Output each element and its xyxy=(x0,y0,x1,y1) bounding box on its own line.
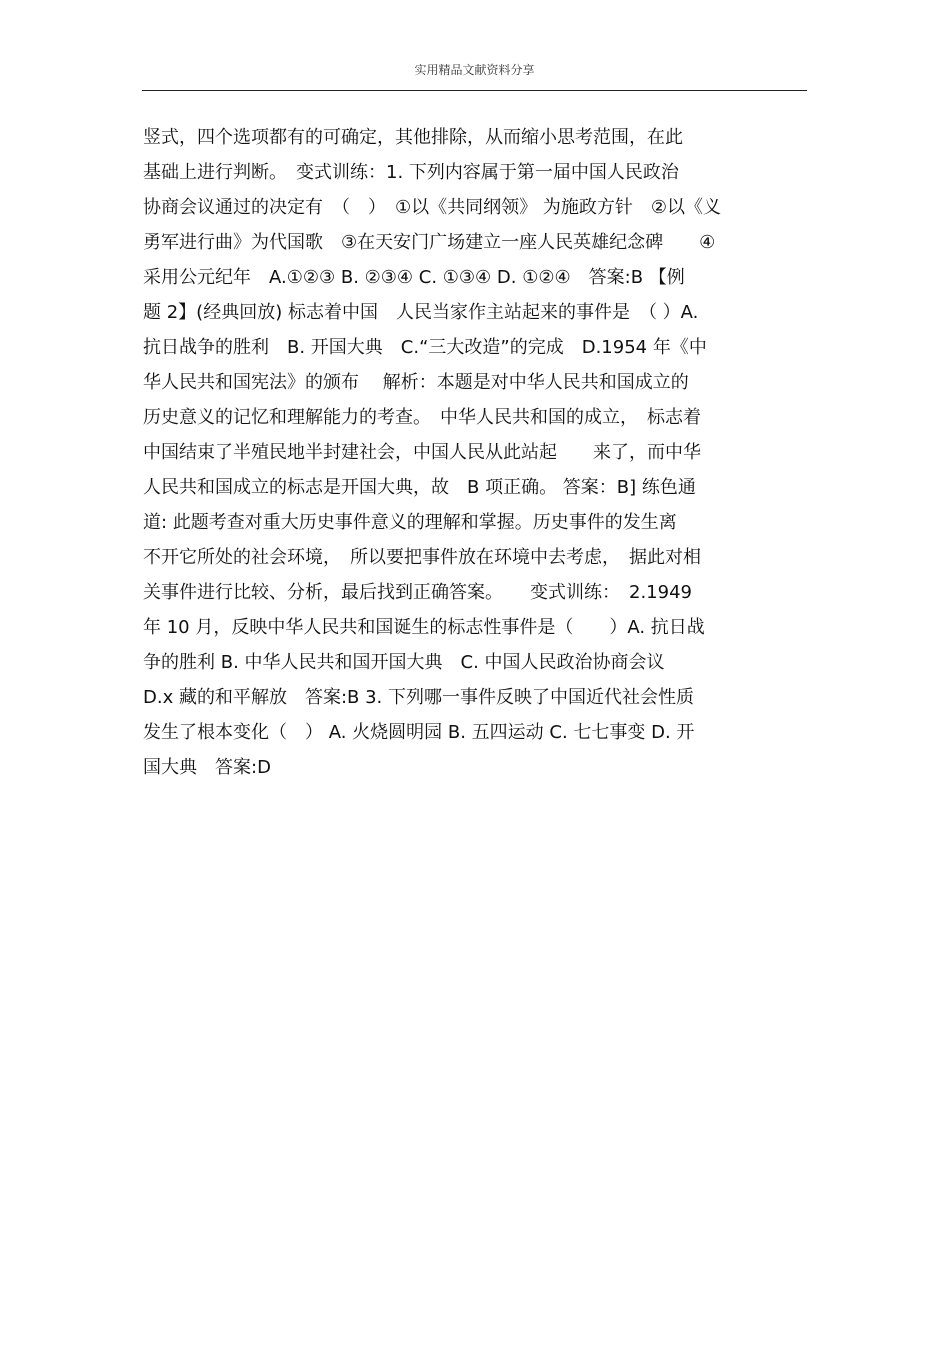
body-line: 抗日战争的胜利 B. 开国大典 C.“三大改造”的完成 D.1954 年《中 xyxy=(143,337,707,358)
page-header: 实用精品文献资料分享 xyxy=(414,63,535,77)
body-line: 关事件进行比较、分析，最后找到正确答案。 变式训练： 2.1949 xyxy=(143,582,692,603)
body-line: 基础上进行判断。 变式训练：1. 下列内容属于第一届中国人民政治 xyxy=(143,162,679,183)
body-line: 中国结束了半殖民地半封建社会，中国人民从此站起 来了，而中华 xyxy=(143,442,701,463)
header-divider xyxy=(142,90,807,91)
body-line: 人民共和国成立的标志是开国大典，故 B 项正确。 答案：B] 练色通 xyxy=(143,477,696,498)
body-line: 历史意义的记忆和理解能力的考查。 中华人民共和国的成立， 标志着 xyxy=(143,407,701,428)
body-line: 采用公元纪年 A.①②③ B. ②③④ C. ①③④ D. ①②④ 答案:B 【例 xyxy=(143,267,685,288)
body-line: D.x 藏的和平解放 答案:B 3. 下列哪一事件反映了中国近代社会性质 xyxy=(143,687,694,708)
body-line: 道: 此题考查对重大历史事件意义的理解和掌握。历史事件的发生离 xyxy=(143,512,677,533)
body-line: 国大典 答案:D xyxy=(143,757,271,778)
document-body xyxy=(143,120,813,785)
body-line: 题 2】(经典回放) 标志着中国 人民当家作主站起来的事件是 （ ）A. xyxy=(143,302,699,323)
body-line: 不开它所处的社会环境， 所以要把事件放在环境中去考虑， 据此对相 xyxy=(143,547,701,568)
body-line: 勇军进行曲》为代国歌 ③在天安门广场建立一座人民英雄纪念碑 ④ xyxy=(143,232,716,253)
body-line: 争的胜利 B. 中华人民共和国开国大典 C. 中国人民政治协商会议 xyxy=(143,652,665,673)
body-line: 协商会议通过的决定有 （ ） ①以《共同纲领》 为施政方针 ②以《义 xyxy=(143,197,721,218)
body-line: 华人民共和国宪法》的颁布 解析：本题是对中华人民共和国成立的 xyxy=(143,372,689,393)
body-line: 发生了根本变化（ ） A. 火烧圆明园 B. 五四运动 C. 七七事变 D. 开 xyxy=(143,722,695,743)
body-line: 年 10 月，反映中华人民共和国诞生的标志性事件是（ ）A. 抗日战 xyxy=(143,617,705,638)
body-line: 竖式，四个选项都有的可确定，其他排除，从而缩小思考范围，在此 xyxy=(143,127,683,148)
